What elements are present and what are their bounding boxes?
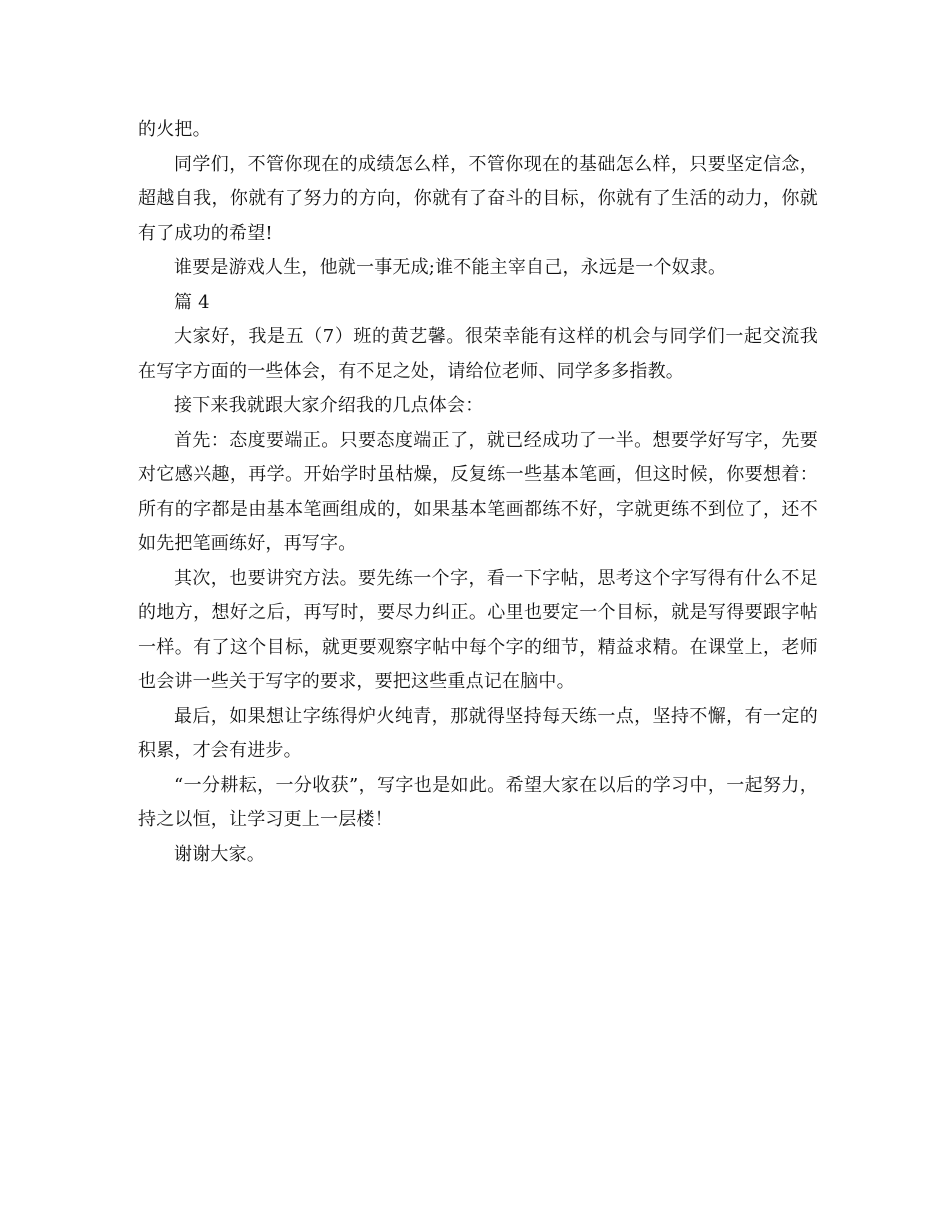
paragraph-second-point: 其次，也要讲究方法。要先练一个字，看一下字帖，思考这个字写得有什么不足的地方，想好之后，再写时，要尽力纠正。心里也要定一个目标，就是写得要跟字帖一样。有了这个目标，就更要观察字帖中每个字的细节，精益求精。在课堂上，老师也会讲一些关于写字的要求，要把这些重点记在脑中。 <box>138 567 818 692</box>
paragraph-thanks: 谢谢大家。 <box>174 843 265 865</box>
paragraph-introduction: 大家好，我是五（7）班的黄艺馨。很荣幸能有这样的机会与同学们一起交流我在写字方面的一些体会，有不足之处，请给位老师、同学多多指教。 <box>138 326 818 382</box>
paragraph-third-point: 最后，如果想让字练得炉火纯青，那就得坚持每天练一点，坚持不懈，有一定的积累，才会有进步。 <box>138 705 818 761</box>
paragraph-transition: 接下来我就跟大家介绍我的几点体会： <box>174 395 484 416</box>
paragraph-continuation: 的火把。 <box>138 119 211 140</box>
section-heading: 篇 4 <box>174 291 210 313</box>
document-page <box>138 113 818 872</box>
paragraph-first-point: 首先：态度要端正。只要态度端正了，就已经成功了一半。想要学好写字，先要对它感兴趣，再学。开始学时虽枯燥，反复练一些基本笔画，但这时候，你要想着：所有的字都是由基本笔画组成的，如果基本笔画都练不好，字就更练不到位了，还不如先把笔画练好，再写字。 <box>138 429 818 554</box>
paragraph-conclusion: “一分耕耘，一分收获”，写字也是如此。希望大家在以后的学习中，一起努力，持之以恒，让学习更上一层楼！ <box>138 774 818 830</box>
paragraph-quote: 谁要是游戏人生，他就一事无成;谁不能主宰自己，永远是一个奴隶。 <box>174 257 727 278</box>
paragraph-encouragement: 同学们，不管你现在的成绩怎么样，不管你现在的基础怎么样，只要坚定信念，超越自我，你就有了努力的方向，你就有了奋斗的目标，你就有了生活的动力，你就有了成功的希望! <box>138 153 818 244</box>
